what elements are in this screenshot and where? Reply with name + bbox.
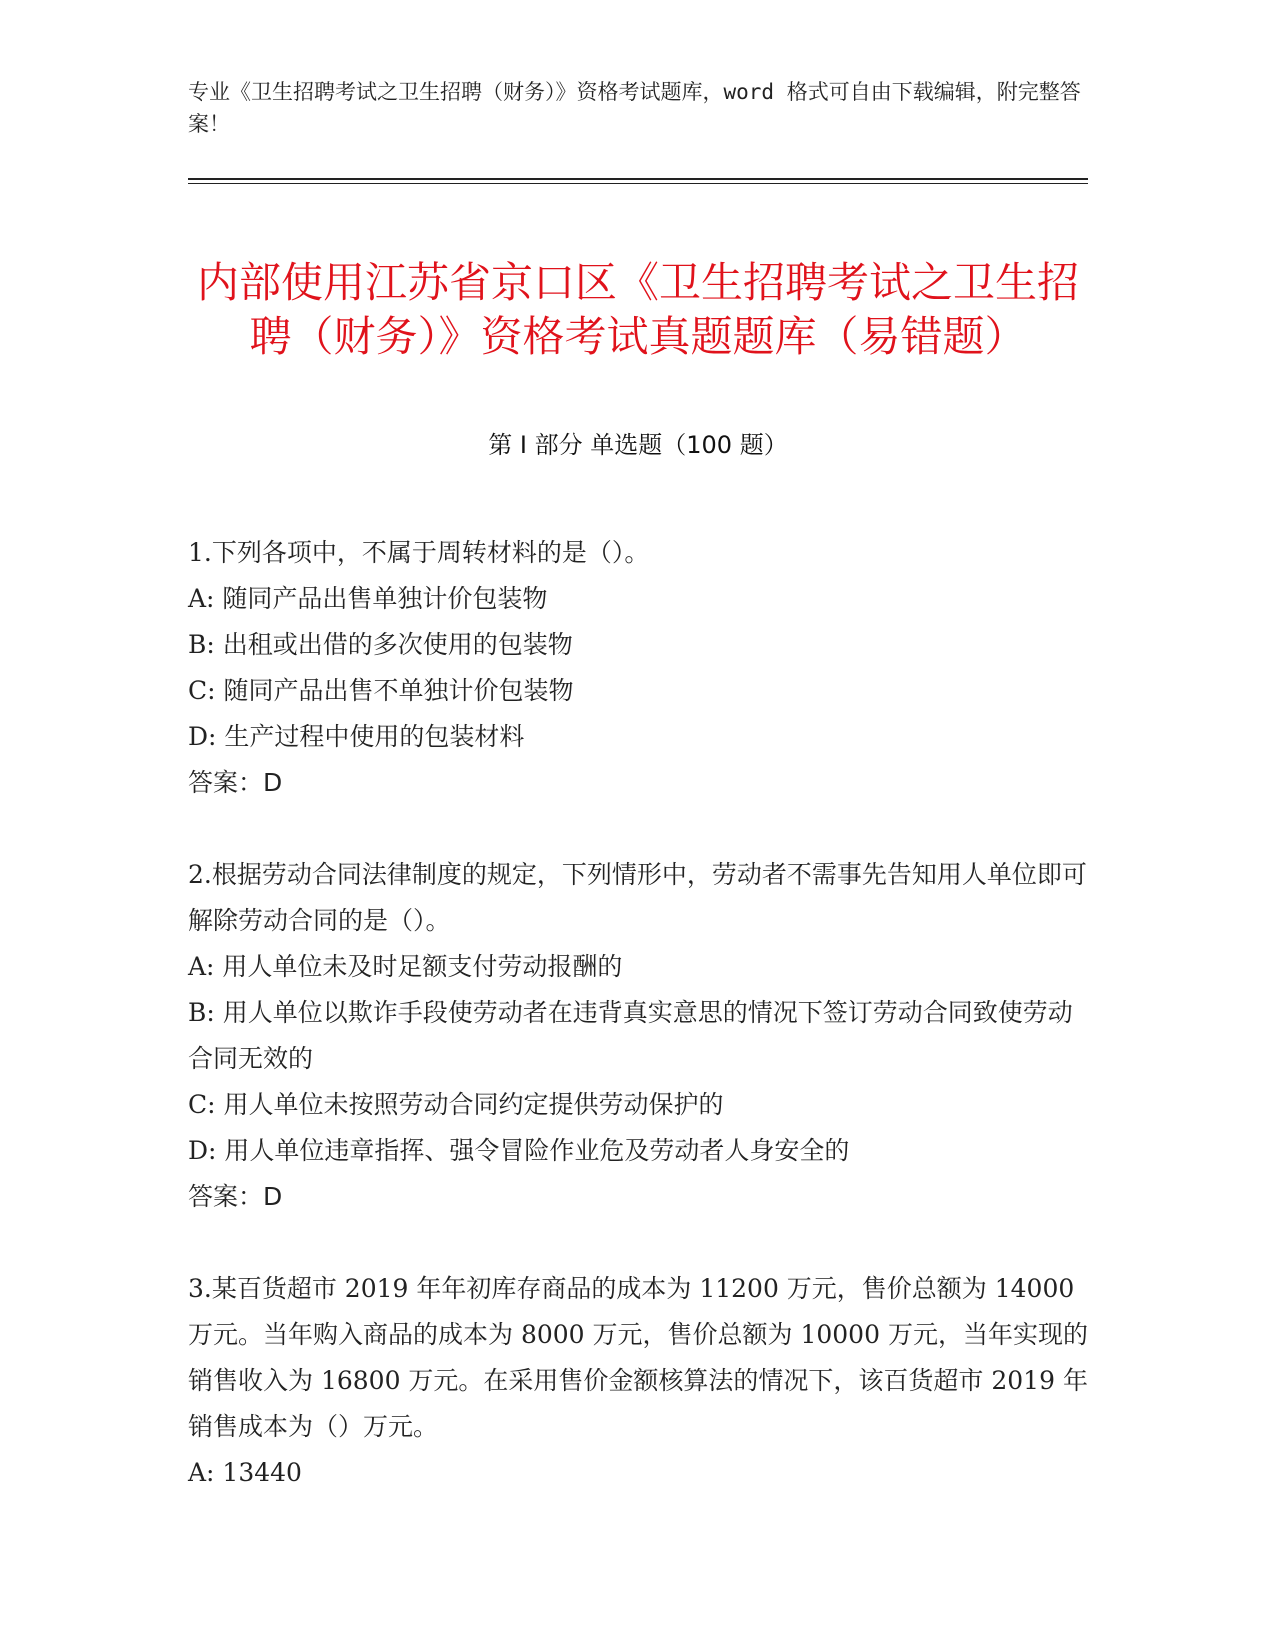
question-3 [188, 1266, 1088, 1496]
option-a: A: 随同产品出售单独计价包装物 [188, 584, 548, 613]
option-c: C: 随同产品出售不单独计价包装物 [188, 676, 574, 705]
question-stem: 2.根据劳动合同法律制度的规定，下列情形中，劳动者不需事先告知用人单位即可解除劳动合同的是（）。 [188, 860, 1087, 935]
header-divider [188, 178, 1088, 180]
option-d: D: 生产过程中使用的包装材料 [188, 722, 525, 751]
option-a: A: 13440 [188, 1458, 302, 1487]
section-heading: 第 I 部分 单选题（100 题） [488, 431, 788, 459]
question-1 [188, 530, 1088, 806]
option-b: B: 出租或出借的多次使用的包装物 [188, 630, 573, 659]
option-c: C: 用人单位未按照劳动合同约定提供劳动保护的 [188, 1090, 724, 1119]
document-title: 内部使用江苏省京口区《卫生招聘考试之卫生招聘（财务）》资格考试真题题库（易错题） [196, 258, 1079, 362]
header-divider-thin [188, 183, 1088, 184]
option-a: A: 用人单位未及时足额支付劳动报酬的 [188, 952, 623, 981]
answer: 答案：D [188, 768, 283, 797]
question-stem: 1.下列各项中，不属于周转材料的是（）。 [188, 538, 650, 567]
answer: 答案：D [188, 1182, 283, 1211]
option-d: D: 用人单位违章指挥、强令冒险作业危及劳动者人身安全的 [188, 1136, 850, 1165]
option-b: B: 用人单位以欺诈手段使劳动者在违背真实意思的情况下签订劳动合同致使劳动合同无效的 [188, 998, 1073, 1073]
question-stem: 3.某百货超市 2019 年年初库存商品的成本为 11200 万元，售价总额为 14000 万元。当年购入商品的成本为 8000 万元，售价总额为 10000 万元，当年实现的销售收入为 16800 万元。在采用售价金额核算法的情况下，该百货超市 2019 年销售成本为（）万元。 [188, 1274, 1088, 1441]
question-list [188, 530, 1088, 1542]
header-note: 专业《卫生招聘考试之卫生招聘（财务）》资格考试题库，word 格式可自由下载编辑，附完整答案！ [188, 80, 1081, 136]
question-2 [188, 852, 1088, 1220]
